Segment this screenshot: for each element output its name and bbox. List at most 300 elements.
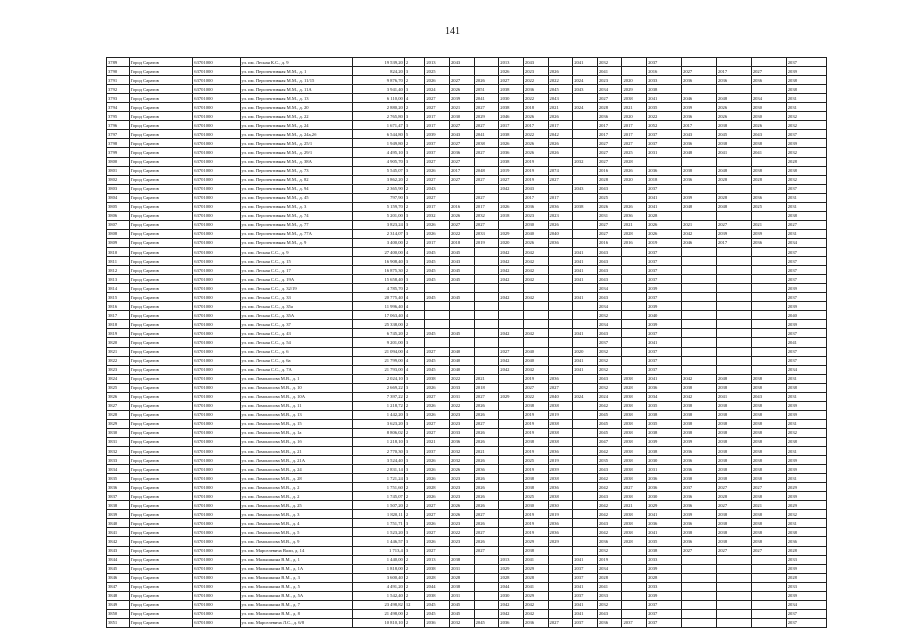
table-cell: [573, 166, 598, 175]
table-cell: 2037: [786, 618, 826, 627]
table-cell: [573, 447, 598, 456]
table-cell: 2036: [647, 383, 682, 392]
table-cell: 2026: [622, 166, 647, 175]
table-cell: 63701000: [193, 347, 240, 356]
table-cell: 2017: [425, 112, 450, 121]
table-cell: 1 751,71: [353, 519, 404, 528]
table-cell: Город Саратов: [129, 519, 193, 528]
table-cell: 2037: [573, 573, 598, 582]
table-cell: 2037: [647, 130, 682, 139]
table-cell: 2038: [622, 410, 647, 419]
table-cell: ул. им. Лесная С.С., д. 35А: [240, 311, 353, 320]
table-cell: [548, 302, 573, 311]
table-cell: 3: [404, 437, 425, 446]
table-cell: 2025: [751, 202, 786, 211]
table-cell: 2 880,20: [353, 103, 404, 112]
table-cell: 2042: [682, 229, 717, 238]
table-cell: 2027: [425, 419, 450, 428]
table-cell: 2034: [786, 365, 826, 374]
table-cell: Город Саратов: [129, 419, 193, 428]
table-cell: 2027: [474, 193, 499, 202]
table-cell: 2045: [425, 275, 450, 284]
table-cell: [716, 58, 751, 67]
table-cell: 2 770,30: [353, 447, 404, 456]
table-cell: 2041: [647, 193, 682, 202]
table-cell: 2041: [573, 329, 598, 338]
table-cell: 2040: [786, 311, 826, 320]
table-cell: [573, 175, 598, 184]
table-cell: 2036: [449, 148, 474, 157]
table-cell: 2038: [622, 428, 647, 437]
table-cell: [474, 247, 499, 256]
table-cell: 4 495,10: [353, 148, 404, 157]
table-cell: 2027: [474, 175, 499, 184]
table-cell: ул. им. Лесная С.С., д. 43: [240, 329, 353, 338]
table-cell: 2017: [716, 67, 751, 76]
table-cell: [682, 618, 717, 627]
table-cell: 2032: [449, 447, 474, 456]
table-cell: 2026: [548, 112, 573, 121]
table-cell: [716, 284, 751, 293]
table-cell: 2043: [425, 184, 450, 193]
table-cell: Город Саратов: [129, 238, 193, 247]
table-cell: 2025: [597, 193, 622, 202]
table-cell: 2043: [449, 130, 474, 139]
table-cell: 3816: [107, 302, 130, 311]
table-cell: 2032: [597, 383, 622, 392]
table-cell: 2027: [499, 347, 524, 356]
table-cell: 3: [404, 537, 425, 546]
table-cell: Город Саратов: [129, 275, 193, 284]
table-cell: [682, 302, 717, 311]
table-cell: 3: [404, 419, 425, 428]
table-cell: 63701000: [193, 58, 240, 67]
table-cell: 2030: [499, 591, 524, 600]
table-cell: ул. им. Ломоносова М.В., д. 3: [240, 510, 353, 519]
table-cell: [425, 311, 450, 320]
table-cell: [499, 419, 524, 428]
table-cell: 3817: [107, 311, 130, 320]
table-cell: 2027: [425, 501, 450, 510]
table-cell: 2037: [786, 58, 826, 67]
table-cell: 2026: [425, 401, 450, 410]
table-cell: 2016: [622, 238, 647, 247]
table-cell: 2017: [548, 121, 573, 130]
table-cell: 2019: [499, 166, 524, 175]
table-row: [107, 546, 827, 555]
table-cell: 2026: [523, 148, 548, 157]
table-cell: 2074: [548, 166, 573, 175]
table-cell: 2029: [548, 537, 573, 546]
table-cell: 2035: [647, 401, 682, 410]
table-cell: 2033: [786, 555, 826, 564]
table-cell: 2048: [682, 202, 717, 211]
table-cell: [573, 284, 598, 293]
table-cell: 2019: [523, 510, 548, 519]
table-cell: 2043: [597, 184, 622, 193]
table-cell: 1 507,20: [353, 501, 404, 510]
table-row: [107, 85, 827, 94]
table-cell: 3 524,40: [353, 456, 404, 465]
table-cell: 3801: [107, 166, 130, 175]
table-cell: [622, 302, 647, 311]
table-cell: [548, 609, 573, 618]
table-cell: ул. им. Ломоносова М.В., д. 5: [240, 528, 353, 537]
table-row: [107, 320, 827, 329]
table-cell: ул. им. Лесная С.С., д. 32/19: [240, 284, 353, 293]
table-cell: Город Саратов: [129, 266, 193, 275]
table-cell: 2042: [499, 266, 524, 275]
table-cell: [474, 275, 499, 284]
table-cell: 2040: [548, 229, 573, 238]
table-row: [107, 410, 827, 419]
table-cell: 2: [404, 582, 425, 591]
table-cell: [499, 492, 524, 501]
table-cell: [499, 284, 524, 293]
table-cell: [716, 618, 751, 627]
table-cell: 3: [404, 229, 425, 238]
table-cell: 2026: [548, 220, 573, 229]
table-cell: 2043: [597, 275, 622, 284]
table-cell: 2036: [474, 465, 499, 474]
table-cell: 2041: [647, 202, 682, 211]
table-cell: ул. им. Малышкина В.М., д. 8: [240, 609, 353, 618]
table-cell: 2038: [751, 528, 786, 537]
table-cell: 2038: [622, 419, 647, 428]
table-row: [107, 175, 827, 184]
table-cell: 2041: [474, 130, 499, 139]
table-cell: 2027: [425, 528, 450, 537]
table-cell: [751, 338, 786, 347]
table-cell: 2028: [647, 211, 682, 220]
table-cell: 2017: [716, 238, 751, 247]
table-cell: 2027: [474, 546, 499, 555]
table-cell: 2037: [647, 58, 682, 67]
table-cell: 63701000: [193, 555, 240, 564]
table-cell: Город Саратов: [129, 103, 193, 112]
table-cell: 2043: [597, 374, 622, 383]
table-cell: 2038: [622, 456, 647, 465]
table-cell: 2037: [647, 275, 682, 284]
table-cell: 2035: [647, 103, 682, 112]
table-cell: 63701000: [193, 519, 240, 528]
table-cell: [622, 365, 647, 374]
table-cell: 2026: [474, 492, 499, 501]
table-cell: 2038: [751, 447, 786, 456]
table-cell: 2042: [499, 293, 524, 302]
table-cell: 2037: [647, 600, 682, 609]
table-row: [107, 392, 827, 401]
table-cell: 2023: [548, 211, 573, 220]
table-cell: 2037: [425, 447, 450, 456]
table-cell: [573, 537, 598, 546]
table-cell: 2027: [786, 220, 826, 229]
table-cell: [548, 582, 573, 591]
table-cell: 2027: [716, 546, 751, 555]
table-cell: 63701000: [193, 510, 240, 519]
table-cell: 63701000: [193, 600, 240, 609]
table-cell: 2027: [716, 483, 751, 492]
table-cell: 2048: [716, 374, 751, 383]
table-cell: 2028: [622, 229, 647, 238]
table-row: [107, 492, 827, 501]
table-cell: 2045: [597, 410, 622, 419]
table-cell: 3804: [107, 193, 130, 202]
table-cell: 1 713,4: [353, 546, 404, 555]
table-cell: 3818: [107, 320, 130, 329]
table-cell: 2017: [622, 121, 647, 130]
table-cell: 2027: [523, 383, 548, 392]
table-cell: 2042: [523, 293, 548, 302]
table-cell: 2017: [425, 238, 450, 247]
table-cell: [751, 564, 786, 573]
table-cell: 2036: [499, 148, 524, 157]
table-cell: 3: [404, 338, 425, 347]
table-cell: 2: [404, 238, 425, 247]
table-cell: [573, 546, 598, 555]
table-cell: 2038: [786, 528, 826, 537]
table-cell: 3806: [107, 211, 130, 220]
table-cell: 63701000: [193, 528, 240, 537]
table-cell: 2013: [499, 58, 524, 67]
table-cell: [548, 356, 573, 365]
table-cell: 3796: [107, 121, 130, 130]
table-cell: 2041: [523, 555, 548, 564]
table-cell: 2022: [449, 401, 474, 410]
table-cell: 2038: [449, 582, 474, 591]
table-row: [107, 401, 827, 410]
table-cell: 2041: [647, 528, 682, 537]
table-cell: 2037: [573, 618, 598, 627]
table-cell: 2025: [425, 67, 450, 76]
table-cell: 2025: [622, 148, 647, 157]
table-cell: 3819: [107, 329, 130, 338]
table-cell: [682, 311, 717, 320]
table-cell: 3: [404, 374, 425, 383]
table-cell: [682, 85, 717, 94]
table-cell: [499, 338, 524, 347]
table-cell: 2021: [548, 103, 573, 112]
table-cell: [548, 247, 573, 256]
table-cell: 2033: [449, 428, 474, 437]
table-cell: 4 785,70: [353, 284, 404, 293]
table-cell: [548, 293, 573, 302]
table-row: [107, 474, 827, 483]
table-cell: 63701000: [193, 266, 240, 275]
table-cell: 63701000: [193, 247, 240, 256]
table-cell: [474, 609, 499, 618]
table-cell: Город Саратов: [129, 465, 193, 474]
table-cell: 2: [404, 483, 425, 492]
table-cell: 2: [404, 428, 425, 437]
table-cell: 3809: [107, 238, 130, 247]
table-cell: 2038: [751, 492, 786, 501]
table-cell: ул. им. Ломоносова М.В., д. 13: [240, 410, 353, 419]
table-cell: 1 440,00: [353, 555, 404, 564]
table-cell: 2033: [474, 229, 499, 238]
table-cell: 63701000: [193, 284, 240, 293]
table-cell: [682, 564, 717, 573]
table-cell: 2045: [425, 365, 450, 374]
table-cell: 2031: [449, 392, 474, 401]
table-cell: 2043: [523, 184, 548, 193]
table-cell: 2038: [622, 519, 647, 528]
table-cell: 2045: [449, 609, 474, 618]
table-cell: 2039: [786, 320, 826, 329]
table-cell: Город Саратов: [129, 437, 193, 446]
table-cell: [573, 211, 598, 220]
table-cell: ул. им. Малышкина В.М., д. 3: [240, 573, 353, 582]
table-cell: 2037: [786, 293, 826, 302]
table-cell: [751, 365, 786, 374]
table-cell: 2020: [499, 238, 524, 247]
table-cell: 2030: [449, 112, 474, 121]
table-cell: 2039: [786, 139, 826, 148]
table-cell: Город Саратов: [129, 67, 193, 76]
table-cell: 2026: [523, 139, 548, 148]
table-cell: 3832: [107, 447, 130, 456]
table-cell: 2039: [425, 130, 450, 139]
table-cell: [573, 465, 598, 474]
table-cell: 2039: [647, 284, 682, 293]
table-cell: 63701000: [193, 184, 240, 193]
table-cell: 4 905,70: [353, 157, 404, 166]
table-cell: 2038: [499, 130, 524, 139]
table-cell: 2027: [425, 94, 450, 103]
table-cell: 63701000: [193, 437, 240, 446]
table-cell: 3827: [107, 401, 130, 410]
table-cell: 2027: [597, 157, 622, 166]
table-cell: ул. им. Лесная К.С., д. 9: [240, 58, 353, 67]
table-cell: [682, 293, 717, 302]
table-cell: Город Саратов: [129, 76, 193, 85]
table-cell: Город Саратов: [129, 510, 193, 519]
table-cell: 2028: [499, 573, 524, 582]
table-cell: 4: [404, 293, 425, 302]
table-cell: 2031: [786, 519, 826, 528]
table-cell: 2027: [548, 383, 573, 392]
table-cell: 3836: [107, 483, 130, 492]
table-cell: 2026: [474, 401, 499, 410]
table-cell: [449, 67, 474, 76]
table-cell: 2038: [622, 465, 647, 474]
table-cell: 2037: [647, 247, 682, 256]
table-cell: 4: [404, 247, 425, 256]
table-cell: 2027: [597, 94, 622, 103]
table-cell: 2038: [622, 374, 647, 383]
table-cell: 3: [404, 211, 425, 220]
table-cell: Город Саратов: [129, 257, 193, 266]
table-row: [107, 519, 827, 528]
table-cell: 2043: [597, 492, 622, 501]
table-cell: 2041: [573, 356, 598, 365]
table-cell: 2023: [449, 519, 474, 528]
table-cell: 2: [404, 139, 425, 148]
table-cell: 2039: [786, 410, 826, 419]
table-cell: 63701000: [193, 157, 240, 166]
table-cell: 2045: [425, 293, 450, 302]
table-cell: [573, 492, 598, 501]
table-cell: [474, 338, 499, 347]
table-cell: 2042: [597, 510, 622, 519]
table-cell: 2036: [682, 519, 717, 528]
table-cell: [573, 220, 598, 229]
table-cell: 2: [404, 392, 425, 401]
table-row: [107, 121, 827, 130]
table-cell: 2017: [597, 121, 622, 130]
table-cell: 3842: [107, 537, 130, 546]
table-cell: 1 542,40: [353, 591, 404, 600]
table-cell: 2031: [786, 94, 826, 103]
table-cell: [425, 320, 450, 329]
table-cell: 2041: [647, 94, 682, 103]
table-cell: ул. им. Марселевича Л.С., д. 6/8: [240, 618, 353, 627]
table-cell: 2: [404, 202, 425, 211]
table-cell: 2 024,10: [353, 374, 404, 383]
table-cell: ул. им. Ломоносова М.В., д. 21: [240, 447, 353, 456]
table-cell: 2034: [597, 284, 622, 293]
table-cell: 2036: [647, 519, 682, 528]
table-cell: [751, 320, 786, 329]
table-cell: 2027: [474, 510, 499, 519]
table-cell: [622, 58, 647, 67]
table-cell: 2034: [786, 238, 826, 247]
table-cell: [523, 311, 548, 320]
table-cell: 2036: [682, 501, 717, 510]
table-cell: 2028: [751, 175, 786, 184]
table-cell: 2037: [647, 347, 682, 356]
table-cell: [716, 302, 751, 311]
table-cell: 2038: [523, 546, 548, 555]
table-cell: 2039: [647, 302, 682, 311]
table-cell: 2042: [523, 247, 548, 256]
table-cell: 2046: [499, 112, 524, 121]
table-cell: [499, 383, 524, 392]
table-cell: 3813: [107, 275, 130, 284]
table-cell: 2041: [751, 148, 786, 157]
table-cell: Город Саратов: [129, 474, 193, 483]
table-cell: 2045: [449, 275, 474, 284]
table-cell: 2042: [499, 356, 524, 365]
table-cell: 2: [404, 401, 425, 410]
table-cell: 2017: [449, 166, 474, 175]
table-cell: [573, 302, 598, 311]
table-cell: ул. им. Ломоносова М.В., д. 28: [240, 474, 353, 483]
table-cell: 2038: [716, 383, 751, 392]
table-cell: 2026: [499, 202, 524, 211]
table-cell: 63701000: [193, 465, 240, 474]
table-cell: 2038: [425, 564, 450, 573]
table-cell: 3830: [107, 428, 130, 437]
table-cell: 2030: [647, 492, 682, 501]
table-cell: 2021: [682, 220, 717, 229]
table-cell: 3850: [107, 609, 130, 618]
table-cell: 2024: [573, 392, 598, 401]
table-cell: 2038: [716, 537, 751, 546]
table-cell: 2038: [548, 419, 573, 428]
table-cell: ул. им. Перспективная М.М., д. 38А: [240, 157, 353, 166]
table-cell: [622, 257, 647, 266]
table-cell: [573, 94, 598, 103]
table-cell: ул. им. Малышкина В.М., д. 1А: [240, 564, 353, 573]
table-cell: [682, 320, 717, 329]
table-cell: 3848: [107, 591, 130, 600]
table-cell: 4: [404, 347, 425, 356]
table-cell: [682, 284, 717, 293]
table-cell: [751, 184, 786, 193]
table-cell: 2026: [474, 428, 499, 437]
table-cell: 2027: [425, 193, 450, 202]
